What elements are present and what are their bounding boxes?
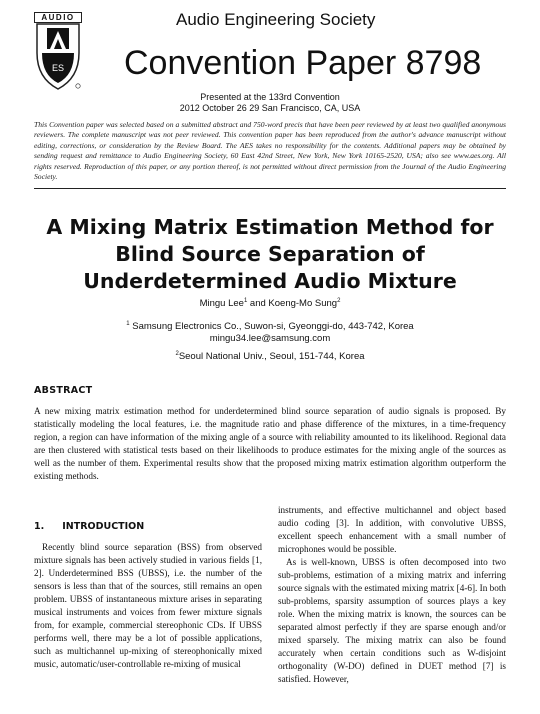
author-email: mingu34.lee@samsung.com: [209, 333, 331, 344]
author-affiliation-mark: 2: [337, 297, 341, 304]
title-line-2: Blind Source Separation of: [115, 242, 425, 266]
body-paragraph: instruments, and effective multichannel and object based audio coding [3]. In addition, with convolutive UBSS, excellent speech enhancement with a small number of microphones would be possible.: [278, 505, 506, 554]
author-affiliation-mark: 1: [243, 297, 248, 304]
affiliation-2: [0, 351, 540, 363]
title-line-1: A Mixing Matrix Estimation Method for: [46, 215, 494, 239]
affiliation-mark: 2: [175, 350, 179, 357]
left-column: [34, 541, 262, 671]
aes-logo: [34, 12, 82, 92]
body-paragraph: Recently blind source separation (BSS) from observed mixture signals has been actively studied in various fields [1, 2]. Underdetermined BSS (UBSS), i.e. the number of the sensors is less than that of the sources, still remains an open problem. UBSS of instantaneous mixture arises in separating musical instruments and voices from fewer mixture signals from, for example, commercial stereophonic CDs. If UBSS performs well, there may be a lot of possible applications, such as multichannel up-mixing of stereophonically mixed music, automatic/user-controllable re-mixing of musical: [34, 542, 262, 669]
author-list: [0, 298, 540, 309]
aes-shield-icon: [34, 23, 82, 93]
abstract-heading: ABSTRACT: [34, 385, 93, 396]
introduction-heading: [34, 521, 144, 532]
copyright-notice: This Convention paper was selected based on a submitted abstract and 750-word precis that have been peer reviewed by at least two qualified anonymous reviewers. The complete manuscript was not peer reviewed. This convention paper has been reproduced from the author's advance manuscript without editing, corrections, or consideration by the Review Board. The AES takes no responsibility for the contents. Additional papers may be obtained by sending request and remittance to Audio Engineering Society, 60 East 42nd Street, New York, New York 10165-2520, USA; also see www.aes.org. All rights reserved. Reproduction of this paper, or any portion thereof, is not permitted without direct permission from the Journal of the Audio Engineering Society.: [34, 120, 506, 182]
affiliation-mark: 1: [126, 320, 130, 327]
presentation-line-1: Presented at the 133rd Convention: [200, 92, 340, 102]
author-joiner: and: [247, 298, 269, 309]
society-name: Audio Engineering Society: [176, 10, 376, 29]
affiliation-text: Seoul National Univ., Seoul, 151-744, Korea: [178, 351, 365, 362]
title-line-3: Underdetermined Audio Mixture: [83, 269, 457, 293]
section-number: 1.: [34, 521, 45, 532]
affiliation-1: [0, 321, 540, 345]
right-column: [278, 504, 506, 686]
paper-title: [0, 214, 540, 295]
author-name: Mingu Lee: [199, 298, 244, 309]
author-name: Koeng-Mo Sung: [268, 298, 338, 309]
presentation-line-2: 2012 October 26 29 San Francisco, CA, USA: [179, 103, 361, 113]
presentation-info: [0, 92, 540, 114]
aes-logo-mark: ES: [51, 63, 65, 73]
aes-logo-text: AUDIO: [34, 12, 82, 23]
header-divider: [34, 188, 506, 189]
section-title: INTRODUCTION: [62, 521, 145, 532]
abstract-body: A new mixing matrix estimation method for underdetermined blind source separation of audio signals is proposed. By statistically modeling the local features, i.e. the magnitude ratio and phase difference of the mixtures, in a time-frequency region, a region can have information of the mixing angle of a source with reliability amounted to its likelihood. Regional data are then clustered with statistical tests based on their likelihoods to produce estimates for the mixing angle of the sources as well as the number of them. Experimental results show that the proposed mixing matrix estimation algorithm outperform the existing methods.: [34, 406, 506, 481]
body-paragraph: As is well-known, UBSS is often decomposed into two sub-problems, estimation of a mixing matrix and inferring source signals with the estimated mixing matrix [4-6]. In both sub-problems, sparsity assumption of sources plays a key role. When the mixing matrix is known, the sources can be separated almost perfectly if they are sparse enough and/or mixed sparsely. The mixing matrix can also be found accurately when certain conditions such as W-disjoint orthogonality (W-DO) defined in DUET method [7] is satisfied. However,: [278, 557, 506, 684]
convention-paper-title: Convention Paper 8798: [124, 44, 482, 82]
affiliation-text: Samsung Electronics Co., Suwon-si, Gyeonggi-do, 443-742, Korea: [132, 321, 414, 332]
